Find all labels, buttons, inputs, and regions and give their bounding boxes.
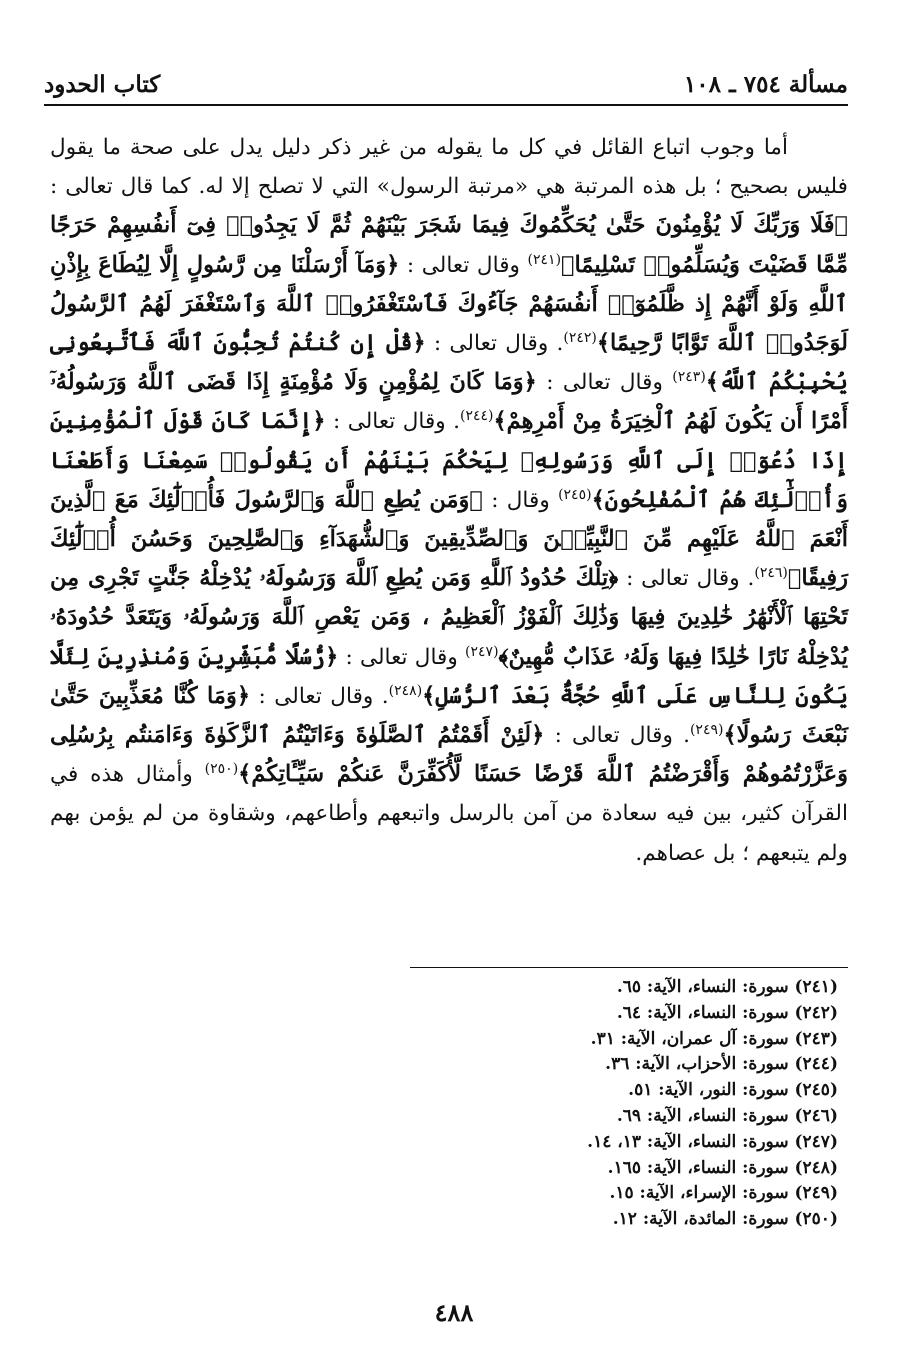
- quran-verse: ﴿تِلْكَ حُدُودُ ٱللَّهِ وَمَن يُطِعِ ٱللَّهَ وَرَسُولَهُۥ يُدْخِلْهُ جَنَّٰتٍ تَجْرِى مِن تَحْتِهَا ٱلْأَنْهَٰرُ خَٰلِدِينَ فِيهَا وَذَٰلِكَ ٱلْفَوْزُ ٱلْعَظِيمُ ، وَمَن يَعْصِ ٱللَّهَ وَرَسُولَهُۥ وَيَتَعَدَّ حُدُودَهُۥ يُدْخِلْهُ نَارًا خَٰلِدًا فِيهَا وَلَهُۥ عَذَابٌ مُّهِينٌ﴾: [50, 565, 848, 670]
- header-issue-number: مسألة ٧٥٤ ـ ١٠٨: [683, 71, 848, 98]
- text-run: وقال تعالى :: [338, 644, 466, 670]
- header-book-title: كتاب الحدود: [44, 71, 161, 98]
- footnote-item: (٢٤١) سورة: النساء، الآية: ٦٥.: [616, 977, 838, 997]
- footnote-separator: [410, 967, 848, 968]
- page-number: ٤٨٨: [434, 1298, 474, 1327]
- quran-verse: ﴿لَئِنْ أَقَمْتُمُ ٱلصَّلَوٰةَ وَءَاتَيْتُمُ ٱلزَّكَوٰةَ وَءَامَنتُم بِرُسُلِى وَعَزَّرْتُمُوهُمْ وَأَقْرَضْتُمُ ٱللَّهَ قَرْضًا حَسَنًا لَّأُكَفِّرَنَّ عَنكُمْ سَيِّـَٔاتِكُمْ﴾: [50, 722, 848, 788]
- footnote-item: (٢٤٦) سورة: النساء، الآية: ٦٩.: [616, 1105, 838, 1126]
- footnote-item: (٢٤٢) سورة: النساء، الآية: ٦٤.: [616, 1002, 838, 1023]
- footnotes-list: [418, 975, 838, 1233]
- text-run: وأمثال هذه في القرآن كثير، بين فيه سعادة من آمن بالرسل واتبعهم وأطاعهم، وشقاوة من لم يؤمن بهم ولم يتبعهم ؛ بل عصاهم.: [50, 762, 848, 866]
- text-run: . وقال تعالى :: [544, 723, 690, 749]
- footnote-item: (٢٤٨) سورة: النساء، الآية: ١٦٥.: [607, 1157, 838, 1178]
- footnote-ref[interactable]: (٢٤٣): [672, 369, 706, 386]
- footnote-item: (٢٥٠) سورة: المائدة، الآية: ١٢.: [612, 1209, 838, 1230]
- quran-verse: ﴿وَمَا كَانَ لِمُؤْمِنٍ وَلَا مُؤْمِنَةٍ إِذَا قَضَى ٱللَّهُ وَرَسُولُهُۥٓ أَمْرًا أَن يَكُونَ لَهُمُ ٱلْخِيَرَةُ مِنْ أَمْرِهِمْ﴾: [50, 369, 849, 435]
- footnote-ref[interactable]: (٢٤٩): [689, 721, 724, 738]
- quran-verse: ﴿رُّسُلًا مُّبَشِّرِينَ وَمُنذِرِينَ لِئَلَّا يَكُونَ لِلنَّاسِ عَلَى ٱللَّهِ حُجَّةٌۢ بَعْدَ ٱلرُّسُلِ﴾: [50, 643, 848, 709]
- text-run: أما وجوب اتباع القائل في كل ما يقوله من غير ذكر دليل يدل على صحة ما يقول فليس بصحيح ؛ بل هذه المرتبة هي «مرتبة الرسول» التي لا تصلح إلا له. كما قال تعالى :: [50, 135, 848, 200]
- running-header: [44, 62, 848, 102]
- footnote-ref[interactable]: (٢٤٦): [754, 565, 788, 582]
- quran-verse: ﴿فَلَا وَرَبِّكَ لَا يُؤْمِنُونَ حَتَّىٰ يُحَكِّمُوكَ فِيمَا شَجَرَ بَيْنَهُمْ ثُمَّ لَا يَجِدُوا۟ فِىٓ أَنفُسِهِمْ حَرَجًا مِّمَّا قَضَيْتَ وَيُسَلِّمُوا۟ تَسْلِيمًا﴾: [50, 212, 848, 278]
- quran-verse: ﴿وَمَا كُنَّا مُعَذِّبِينَ حَتَّىٰ نَبْعَثَ رَسُولًا﴾: [50, 682, 848, 749]
- text-run: وقال :: [482, 487, 559, 513]
- header-rule: [44, 104, 848, 106]
- footnote-ref[interactable]: (٢٤١): [527, 251, 562, 268]
- text-run: . وقال تعالى :: [250, 683, 389, 709]
- footnote-ref[interactable]: (٢٤٥): [558, 486, 592, 503]
- quran-verse: ﴿إِنَّمَا كَانَ قَوْلَ ٱلْمُؤْمِنِينَ إِذَا دُعُوٓا۟ إِلَى ٱللَّهِ وَرَسُولِهِۦ لِيَحْكُمَ بَيْنَهُمْ أَن يَقُولُوا۟ سَمِعْنَا وَأَطَعْنَا وَأُو۟لَٰٓئِكَ هُمُ ٱلْمُفْلِحُونَ﴾: [50, 408, 849, 513]
- footnote-item: (٢٤٥) سورة: النور، الآية: ٥١.: [628, 1080, 838, 1101]
- footnote-item: (٢٤٣) سورة: آل عمران، الآية: ٣١.: [590, 1028, 838, 1049]
- text-run: وقال تعالى :: [399, 252, 528, 278]
- main-text: [50, 128, 848, 873]
- footnote-item: (٢٤٧) سورة: النساء، الآية: ١٣، ١٤.: [587, 1131, 838, 1152]
- footnote-ref[interactable]: (٢٥٠): [204, 761, 239, 778]
- footnote-ref[interactable]: (٢٤٤): [460, 408, 494, 425]
- quran-verse: ﴿وَمَن يُطِعِ ٱللَّهَ وَٱلرَّسُولَ فَأُو۟لَٰٓئِكَ مَعَ ٱلَّذِينَ أَنْعَمَ ٱللَّهُ عَلَيْهِم مِّنَ ٱلنَّبِيِّـۧنَ وَٱلصِّدِّيقِينَ وَٱلشُّهَدَآءِ وَٱلصَّٰلِحِينَ وَحَسُنَ أُو۟لَٰٓئِكَ رَفِيقًا﴾: [50, 486, 849, 592]
- quran-verse: ﴿وَمَآ أَرْسَلْنَا مِن رَّسُولٍ إِلَّا لِيُطَاعَ بِإِذْنِ ٱللَّهِ وَلَوْ أَنَّهُمْ إِذ ظَّلَمُوٓا۟ أَنفُسَهُمْ جَآءُوكَ فَٱسْتَغْفَرُوا۟ ٱللَّهَ وَٱسْتَغْفَرَ لَهُمُ ٱلرَّسُولُ لَوَجَدُوا۟ ٱللَّهَ تَوَّابًا رَّحِيمًا﴾: [50, 251, 848, 357]
- text-run: . وقال تعالى :: [425, 331, 564, 357]
- text-run: . وقال تعالى :: [618, 566, 755, 592]
- text-run: وقال تعالى :: [536, 370, 673, 396]
- quran-verse: ﴿قُلْ إِن كُنتُمْ تُحِبُّونَ ٱللَّهَ فَٱتَّبِعُونِى يُحْبِبْكُمُ ٱللَّهُ﴾: [50, 330, 848, 396]
- text-run: . وقال تعالى :: [325, 409, 460, 435]
- footnote-ref[interactable]: (٢٤٨): [388, 682, 423, 699]
- footnote-ref[interactable]: (٢٤٧): [465, 643, 499, 660]
- footnote-ref[interactable]: (٢٤٢): [563, 329, 597, 346]
- footnote-item: (٢٤٩) سورة: الإسراء، الآية: ١٥.: [609, 1183, 838, 1204]
- footnote-item: (٢٤٤) سورة: الأحزاب، الآية: ٣٦.: [605, 1054, 838, 1075]
- paragraph: [50, 128, 848, 873]
